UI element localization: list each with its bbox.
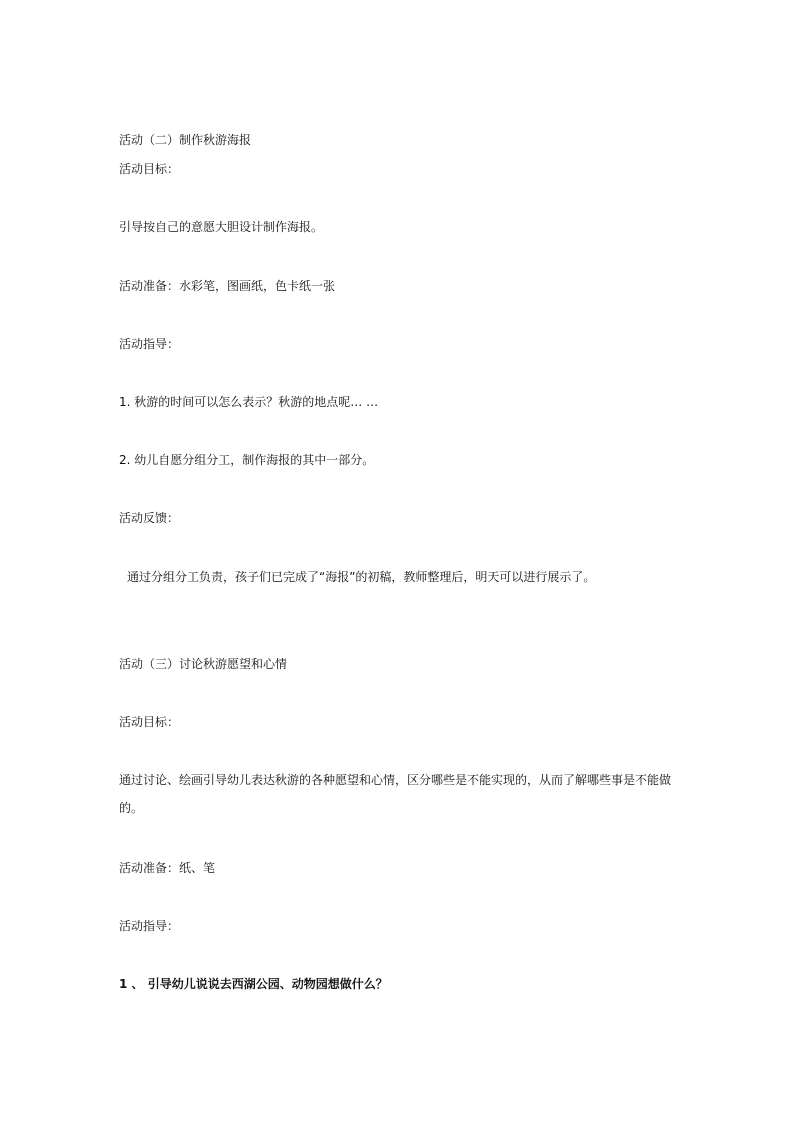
- activity2-prep: 活动准备：水彩笔，图画纸，色卡纸一张: [119, 279, 336, 293]
- activity3-guide-item-1: 1 、 引导幼儿说说去西湖公园、动物园想做什么？: [119, 977, 388, 991]
- activity3-title: 活动（三）讨论秋游愿望和心情: [119, 657, 288, 671]
- activity3-goal-text: 通过讨论、绘画引导幼儿表达秋游的各种愿望和心情，区分哪些是不能实现的，从而了解哪些事是不能做的。: [119, 773, 672, 815]
- activity3-guide-label: 活动指导：: [119, 919, 180, 933]
- activity2-feedback-label: 活动反馈：: [119, 511, 180, 525]
- activity2-title: 活动（二）制作秋游海报: [119, 133, 252, 147]
- activity2-guide-label: 活动指导：: [119, 337, 180, 351]
- activity2-goal-label: 活动目标：: [119, 162, 180, 176]
- activity2-guide-item-1: 1. 秋游的时间可以怎么表示？秋游的地点呢… …: [119, 395, 379, 409]
- activity2-feedback-text: 通过分组分工负责，孩子们已完成了“海报”的初稿，教师整理后，明天可以进行展示了。: [127, 570, 596, 584]
- activity3-goal-label: 活动目标：: [119, 715, 180, 729]
- activity2-goal-text: 引导按自己的意愿大胆设计制作海报。: [119, 220, 324, 234]
- activity2-guide-item-2: 2. 幼儿自愿分组分工，制作海报的其中一部分。: [119, 453, 375, 467]
- activity3-prep: 活动准备：纸、笔: [119, 861, 216, 875]
